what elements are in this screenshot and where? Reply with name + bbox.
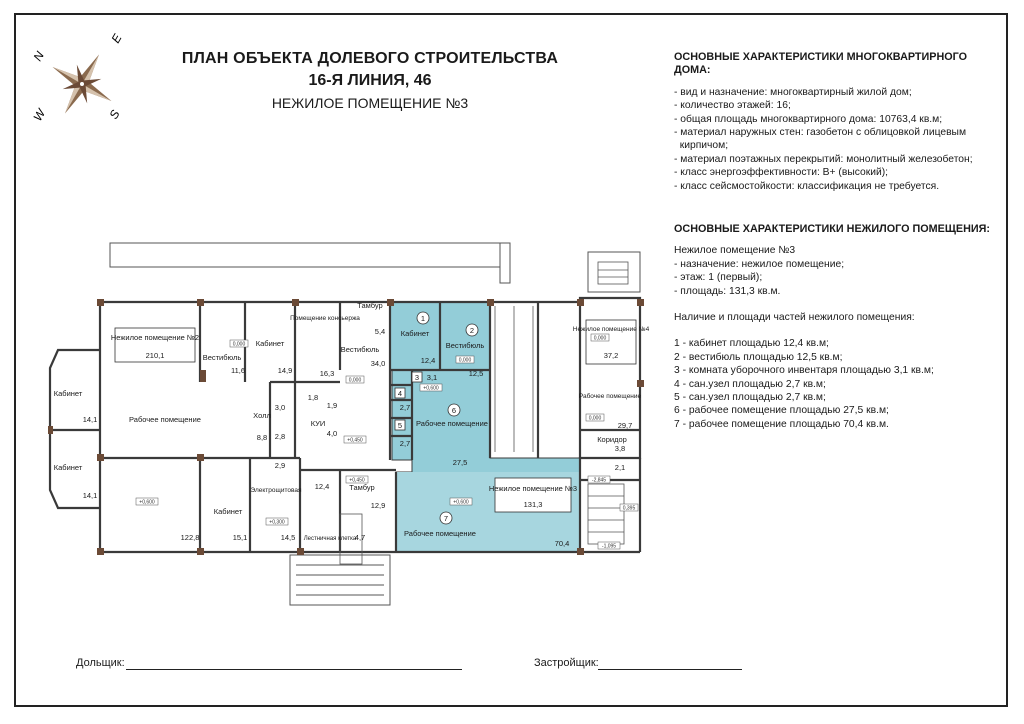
house-heading: ОСНОВНЫЕ ХАРАКТЕРИСТИКИ МНОГОКВАРТИРНОГО ДОМА: xyxy=(674,51,968,77)
room-number: 6 xyxy=(451,406,457,415)
svg-text:0,000: 0,000 xyxy=(348,377,362,384)
premise-4-label: Нежилое помещение №4 xyxy=(572,326,650,333)
room-area: 8,8 xyxy=(256,433,268,442)
buyer-signature-line[interactable] xyxy=(126,669,462,670)
room-area: 3,0 xyxy=(274,403,286,412)
premise-floor: - этаж: 1 (первый); xyxy=(674,272,763,284)
room-label: Кабинет xyxy=(53,463,83,472)
room-area: 4,7 xyxy=(354,533,366,542)
house-item: - общая площадь многоквартирного дома: 10763,4 кв.м; xyxy=(674,113,943,125)
level-tag xyxy=(586,414,604,422)
svg-text:0,000: 0,000 xyxy=(232,341,246,348)
room-area: 12,9 xyxy=(370,501,386,510)
level-tag xyxy=(450,498,472,506)
level-tag xyxy=(620,504,638,512)
room-label: Вестибюль xyxy=(340,345,380,354)
room-number: 7 xyxy=(443,514,449,523)
developer-label: Застройщик: xyxy=(534,657,599,669)
room-label: Коридор xyxy=(597,435,627,444)
room-number: 3 xyxy=(414,373,420,382)
room-4-area: 2,7 xyxy=(399,403,411,412)
compass-s: S xyxy=(106,107,123,122)
canopy-outline xyxy=(110,243,500,267)
premise-area: - площадь: 131,3 кв.м. xyxy=(674,285,781,297)
svg-text:-1,095: -1,095 xyxy=(601,543,617,550)
premise-4-area: 37,2 xyxy=(603,351,619,360)
svg-text:0,395: 0,395 xyxy=(622,505,636,512)
room-3-area: 3,1 xyxy=(426,373,438,382)
premise-purpose: - назначение: нежилое помещение; xyxy=(674,258,845,270)
house-item: кирпичом; xyxy=(674,140,729,152)
part-item: 1 - кабинет площадью 12,4 кв.м; xyxy=(674,338,829,350)
compass-w: W xyxy=(30,106,49,124)
room-label: Вестибюль xyxy=(202,353,242,362)
room-area: 3,8 xyxy=(614,444,626,453)
compass-e: E xyxy=(108,32,125,46)
room-label: Помещение консьержа xyxy=(290,315,360,322)
svg-text:+0,600: +0,600 xyxy=(423,385,439,392)
premise-characteristics xyxy=(674,223,1004,431)
premise-3-area: 131,3 xyxy=(523,500,543,509)
title-block xyxy=(150,48,590,113)
part-item: 2 - вестибюль площадью 12,5 кв.м; xyxy=(674,351,843,363)
room-area: 11,6 xyxy=(230,366,246,375)
house-item: - класс сейсмостойкости: классификация не требуется. xyxy=(674,180,940,192)
floor-plan xyxy=(40,240,668,620)
level-tag xyxy=(346,376,364,384)
compass-star-icon xyxy=(50,52,114,116)
title-line-2: 16-Я ЛИНИЯ, 46 xyxy=(308,72,432,89)
part-item: 6 - рабочее помещение площадью 27,5 кв.м; xyxy=(674,405,889,417)
premise-2-area: 210,1 xyxy=(145,351,165,360)
buyer-label: Дольщик: xyxy=(76,657,125,669)
room-2-area: 12,5 xyxy=(468,369,484,378)
room-area: 34,0 xyxy=(370,359,386,368)
room-area: 15,1 xyxy=(232,533,248,542)
house-item: - количество этажей: 16; xyxy=(674,100,791,112)
title-line-1: ПЛАН ОБЪЕКТА ДОЛЕВОГО СТРОИТЕЛЬСТВА xyxy=(181,50,559,67)
svg-text:0,000: 0,000 xyxy=(593,335,607,342)
compass-n: N xyxy=(30,48,47,64)
buyer-signature xyxy=(76,657,125,669)
room-number: 1 xyxy=(420,314,426,323)
room-area: 14,9 xyxy=(277,366,293,375)
room-label: Тамбур xyxy=(349,483,375,492)
level-tag xyxy=(136,498,158,506)
room-area: 5,4 xyxy=(374,327,386,336)
void-shaft xyxy=(495,306,533,452)
part-item: 3 - комната уборочного инвентаря площадью 3,1 кв.м; xyxy=(674,365,934,377)
level-tag xyxy=(591,334,609,342)
room-7-name: Рабочее помещение xyxy=(404,529,476,538)
room-area: 14,5 xyxy=(280,533,296,542)
room-area: 2,1 xyxy=(614,463,626,472)
room-area: 4,0 xyxy=(326,429,338,438)
room-label: Холл xyxy=(253,411,271,420)
room-2-name: Вестибюль xyxy=(445,341,485,350)
level-tag xyxy=(344,436,366,444)
room-6-area: 27,5 xyxy=(452,458,468,467)
house-item: - класс энергоэффективности: В+ (высокий); xyxy=(674,167,889,179)
room-label: Кабинет xyxy=(213,507,243,516)
level-tag xyxy=(266,518,288,526)
part-item: 7 - рабочее помещение площадью 70,4 кв.м. xyxy=(674,418,889,430)
premise-3-label: Нежилое помещение №3 xyxy=(488,484,578,493)
parts-heading: Наличие и площади частей нежилого помещения: xyxy=(674,312,915,324)
room-label: Рабочее помещение xyxy=(129,415,201,424)
house-item: - материал поэтажных перекрытий: монолитный железобетон; xyxy=(674,153,973,165)
compass-rose xyxy=(30,32,140,132)
room-label: Кабинет xyxy=(255,339,285,348)
developer-signature-line[interactable] xyxy=(598,669,742,670)
svg-text:+0,300: +0,300 xyxy=(269,519,285,526)
level-tag xyxy=(230,340,248,348)
part-item: 4 - сан.узел площадью 2,7 кв.м; xyxy=(674,378,826,390)
level-tag xyxy=(598,542,620,550)
room-area: 1,8 xyxy=(307,393,319,402)
room-1-area: 12,4 xyxy=(420,356,436,365)
room-6-name: Рабочее помещение xyxy=(416,419,488,428)
right-stair-canopy xyxy=(588,252,640,292)
house-item: - вид и назначение: многоквартирный жилой дом; xyxy=(674,86,912,98)
room-label: Кабинет xyxy=(53,389,83,398)
premise-name: Нежилое помещение №3 xyxy=(674,245,796,257)
svg-text:0,000: 0,000 xyxy=(588,415,602,422)
room-5-area: 2,7 xyxy=(399,439,411,448)
room-1-name: Кабинет xyxy=(400,329,430,338)
room-number: 4 xyxy=(397,389,403,398)
room-label: КУИ xyxy=(310,419,326,428)
room-area: 29,7 xyxy=(617,421,633,430)
room-area: 122,8 xyxy=(180,533,200,542)
room-area: 1,9 xyxy=(326,401,338,410)
premise-heading: ОСНОВНЫЕ ХАРАКТЕРИСТИКИ НЕЖИЛОГО ПОМЕЩЕНИЯ: xyxy=(674,223,990,235)
room-area: 14,1 xyxy=(82,415,98,424)
svg-text:0,000: 0,000 xyxy=(458,357,472,364)
room-label: Электрощитовая xyxy=(250,487,302,494)
title-line-3: НЕЖИЛОЕ ПОМЕЩЕНИЕ №3 xyxy=(271,95,469,111)
premise-2-label: Нежилое помещение №2 xyxy=(110,333,200,342)
house-characteristics xyxy=(674,51,1004,193)
part-item: 5 - сан.узел площадью 2,7 кв.м; xyxy=(674,392,826,404)
room-7-area: 70,4 xyxy=(554,539,570,548)
svg-text:+0,600: +0,600 xyxy=(453,499,469,506)
room-label: Лестничная клетка xyxy=(303,536,357,542)
developer-signature xyxy=(534,657,599,669)
level-tag xyxy=(456,356,474,364)
svg-text:+0,450: +0,450 xyxy=(347,437,363,444)
svg-text:+0,450: +0,450 xyxy=(349,477,365,484)
canopy-return xyxy=(500,243,510,283)
level-tag xyxy=(346,476,368,484)
level-tag xyxy=(420,384,442,392)
room-label: Тамбур xyxy=(357,301,383,310)
svg-text:+0,600: +0,600 xyxy=(139,499,155,506)
room-area: 16,3 xyxy=(319,369,335,378)
house-list xyxy=(674,86,1004,193)
room-area: 2,9 xyxy=(274,461,286,470)
room-number: 2 xyxy=(469,326,475,335)
room-number: 5 xyxy=(397,421,403,430)
room-area: 12,4 xyxy=(314,482,330,491)
room-area: 2,8 xyxy=(274,432,286,441)
house-item: - материал наружных стен: газобетон с облицовкой лицевым xyxy=(674,127,967,139)
room-label: Рабочее помещение xyxy=(578,393,642,400)
room-area: 14,1 xyxy=(82,491,98,500)
svg-text:-2,845: -2,845 xyxy=(591,477,607,484)
level-tag xyxy=(588,476,610,484)
